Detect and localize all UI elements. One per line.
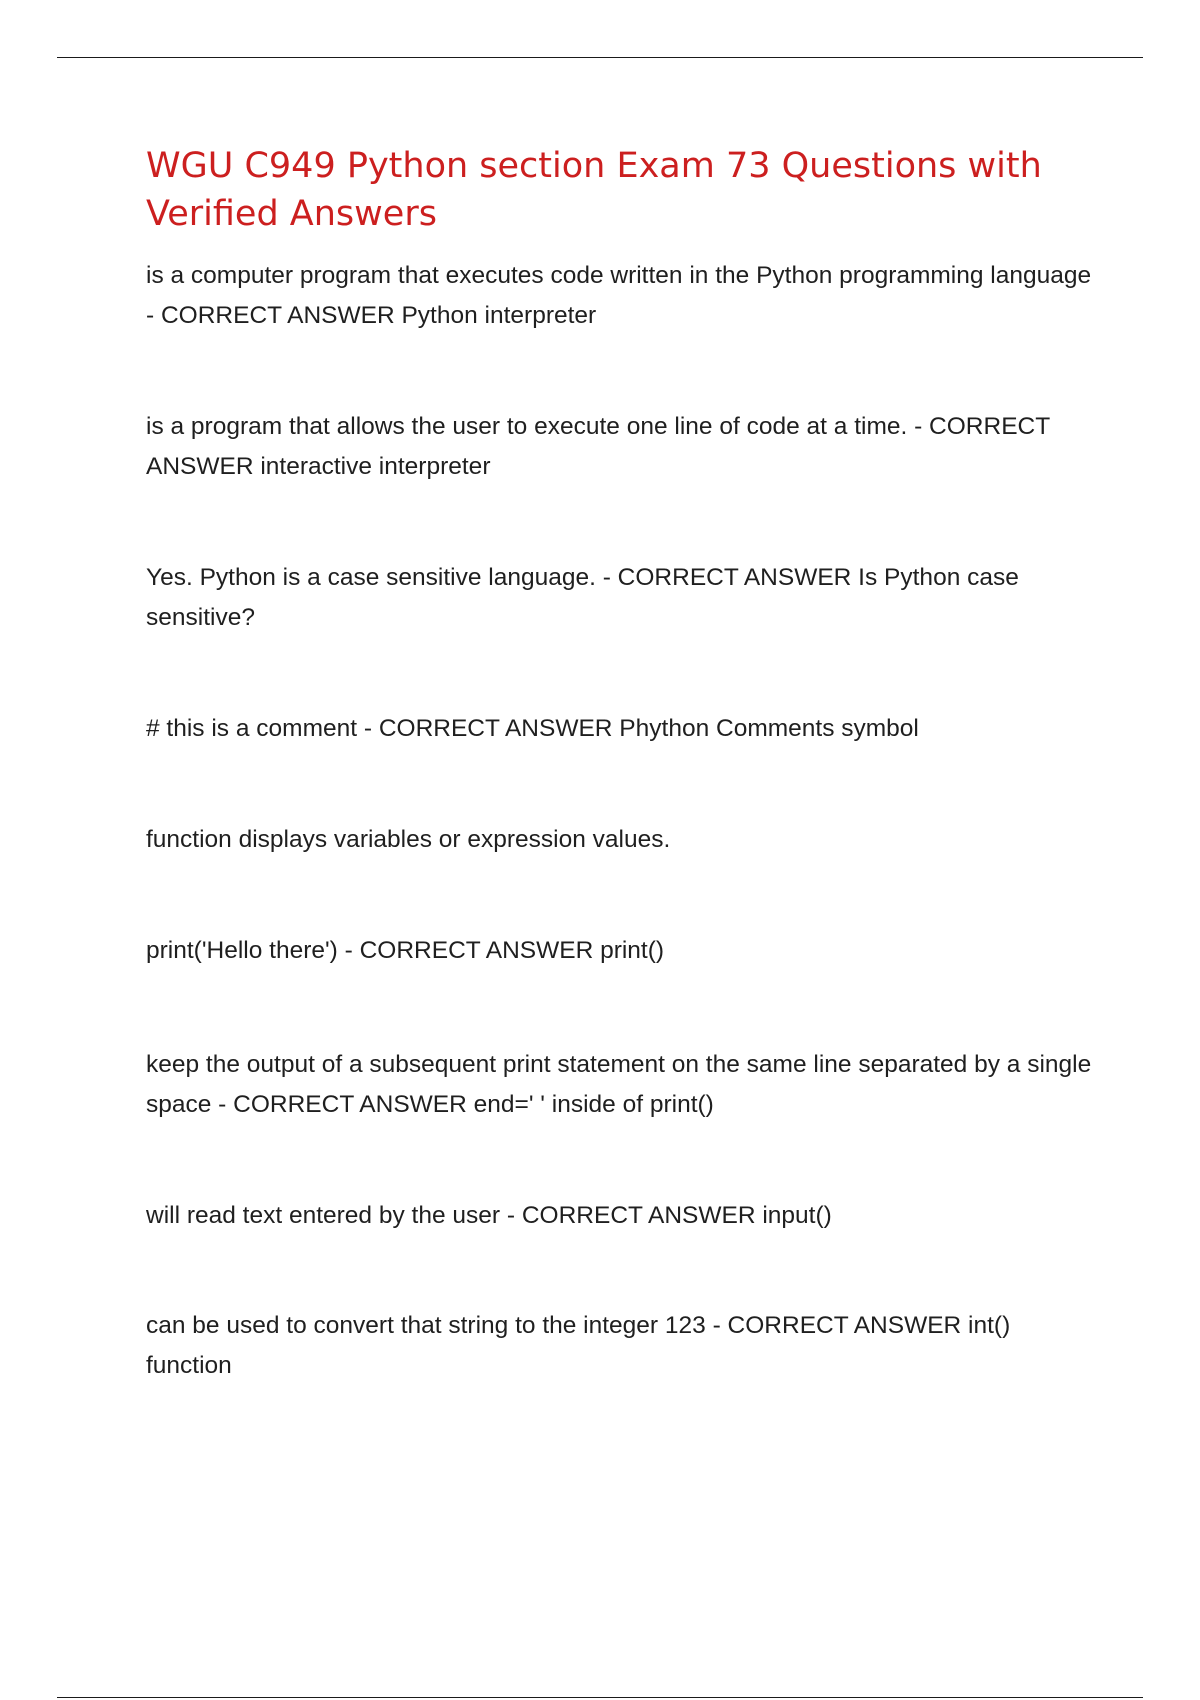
qa-entry: is a computer program that executes code written in the Python programming language - CORRECT ANSWER Python interpreter bbox=[146, 262, 1092, 329]
qa-entry: keep the output of a subsequent print statement on the same line separated by a single space - CORRECT ANSWER end=' ' inside of print() bbox=[146, 1051, 1092, 1118]
qa-entry: will read text entered by the user - CORRECT ANSWER input() bbox=[146, 1202, 832, 1229]
bottom-rule bbox=[57, 1697, 1143, 1698]
qa-entry: is a program that allows the user to execute one line of code at a time. - CORRECT ANSWER interactive interpreter bbox=[146, 413, 1050, 480]
qa-entry: can be used to convert that string to the integer 123 - CORRECT ANSWER int() function bbox=[146, 1312, 1011, 1379]
top-rule bbox=[57, 57, 1143, 58]
qa-entry: Yes. Python is a case sensitive language. - CORRECT ANSWER Is Python case sensitive? bbox=[146, 564, 1019, 631]
qa-entry: function displays variables or expression values. bbox=[146, 826, 671, 853]
qa-entry: print('Hello there') - CORRECT ANSWER print() bbox=[146, 937, 665, 964]
qa-entry: # this is a comment - CORRECT ANSWER Phython Comments symbol bbox=[146, 715, 919, 742]
document-title: WGU C949 Python section Exam 73 Questions with Verified Answers bbox=[146, 146, 1042, 234]
